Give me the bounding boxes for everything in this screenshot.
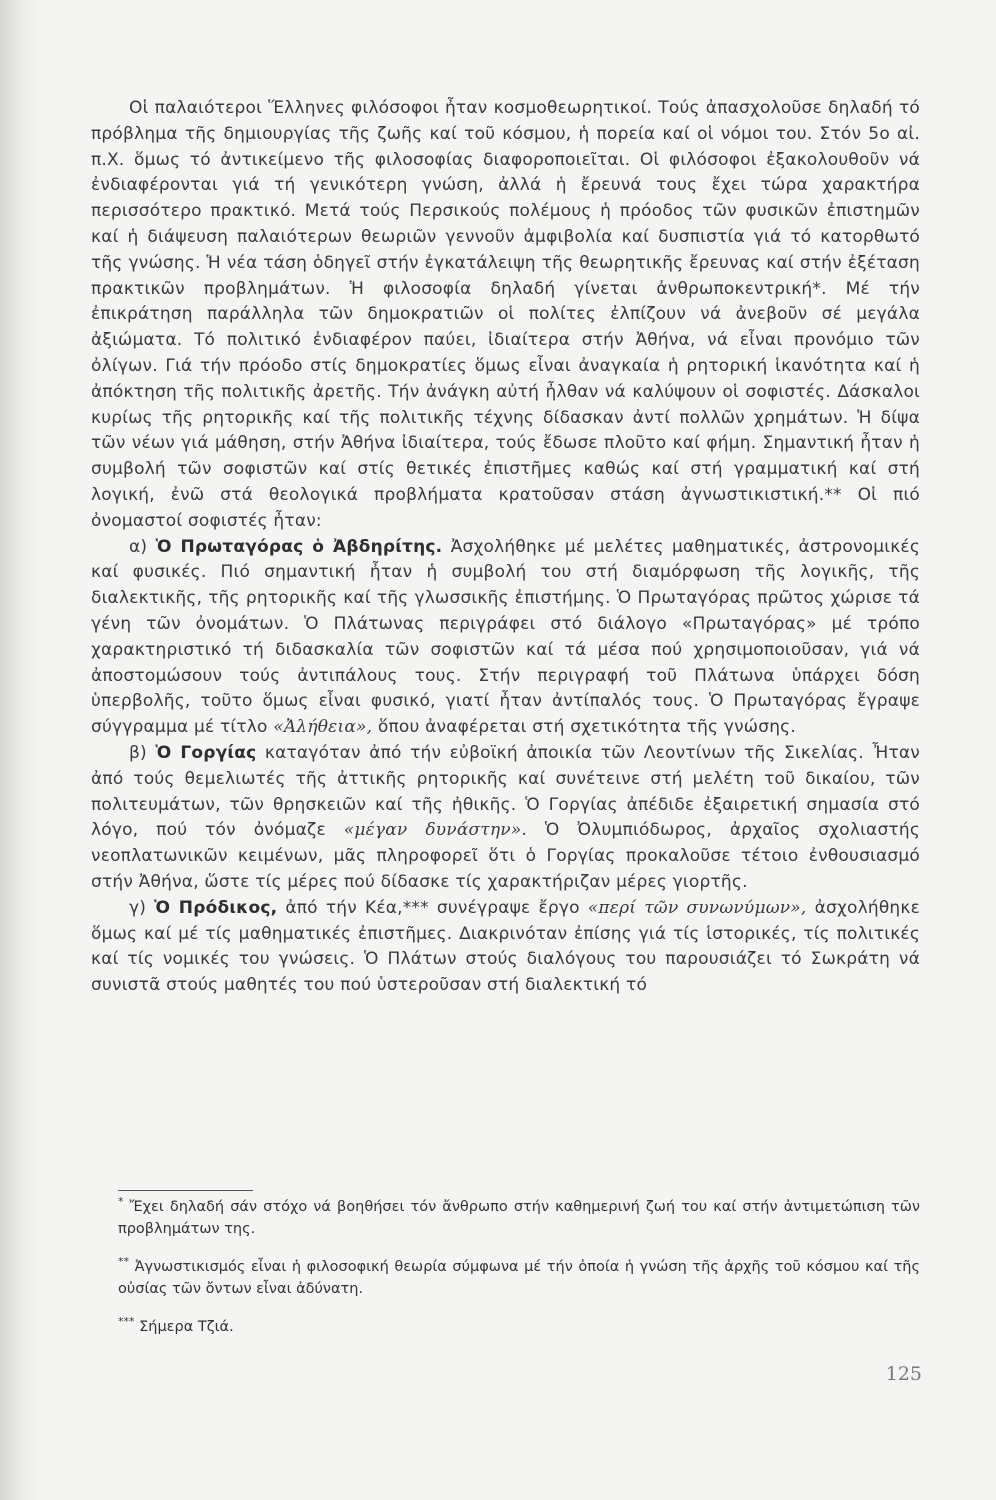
footnote-text: Σήμερα Τζιά. [139,1319,234,1335]
philosopher-name: Ὁ Πρόδικος, [154,897,278,918]
paragraph-text: καταγόταν ἀπό τήν εὐβοϊκή ἀποικία τῶν Λεοντίνων τῆς Σικελίας. Ἦταν ἀπό τούς θεμελιωτές τῆς ἀττικῆς ρητορικῆς καί συνέτεινε στή μελέτη τοῦ δικαίου, τῶν πολιτευμάτων, τῶν θρησκειῶν καί τῆς ἠθικῆς. Ὁ Γοργίας ἀπέδιδε ἐξαιρετική σημασία στό λόγο, πού τόν ὀνόμαζε [91,742,920,841]
philosopher-name: Ὁ Πρωταγόρας ὁ Ἀβδηρίτης. [155,536,443,557]
footnote-separator [118,1190,253,1191]
philosopher-name: Ὁ Γοργίας [155,742,257,763]
item-marker: α) [129,536,156,557]
paragraph-prodicus [91,896,920,999]
paragraph-text: Οἱ παλαιότεροι Ἕλληνες φιλόσοφοι ἦταν κοσμοθεωρητικοί. Τούς ἀπασχολοῦσε δηλαδή τό πρόβλημα τῆς δημιουργίας τῆς ζωῆς καί τοῦ κόσμου, ἡ πορεία καί οἱ νόμοι του. Στόν 5ο αἰ. π.Χ. ὅμως τό ἀντικείμενο τῆς φιλοσοφίας διαφοροποιεῖται. Οἱ φιλόσοφοι ἐξακολουθοῦν νά ἐνδιαφέρονται γιά τή γενικότερη γνώση, ἀλλά ἡ ἔρευνά τους ἔχει τώρα χαρακτήρα περισσότερο πρακτικό. Μετά τούς Περσικούς πολέμους ἡ πρόοδος τῶν φυσικῶν ἐπιστημῶν καί ἡ διάψευση παλαιότερων θεωριῶν γεννοῦν ἀμφιβολία καί δυσπιστία γιά τό κατορθωτό τῆς γνώσης. Ἡ νέα τάση ὁδηγεῖ στήν ἐγκατάλειψη τῆς θεωρητικῆς ἔρευνας καί στήν ἐξέταση πρακτικῶν προβλημάτων. Ἡ φιλοσοφία δηλαδή γίνεται ἀνθρωποκεντρική*. Μέ τήν ἐπικράτηση παράλληλα τῶν δημοκρατιῶν οἱ πολίτες ἐλπίζουν νά ἀνεβοῦν σέ μεγάλα ἀξιώματα. Τό πολιτικό ἐνδιαφέρον παύει, ἰδιαίτερα στήν Ἀθήνα, νά εἶναι προνόμιο τῶν ὀλίγων. Γιά τήν πρόοδο στίς δημοκρατίες ὅμως εἶναι ἀναγκαία ἡ ρητορική ἱκανότητα καί ἡ ἀπόκτηση τῆς πολιτικῆς ἀρετῆς. Τήν ἀνάγκη αὐτή ἦλθαν νά καλύψουν οἱ σοφιστές. Δάσκαλοι κυρίως τῆς ρητορικῆς καί τῆς πολιτικῆς τέχνης δίδασκαν ἀντί πολλῶν χρημάτων. Ἡ δίψα τῶν νέων γιά μάθηση, στήν Ἀθήνα ἰδιαίτερα, τούς ἔδωσε πλοῦτο καί φήμη. Σημαντική ἦταν ἡ συμβολή τῶν σοφιστῶν καί στίς θετικές ἐπιστῆμες καθώς καί στή γραμματική καί στή λογική, ἐνῶ στά θεολογικά προβλήματα κρατοῦσαν στάση ἀγνωστικιστική.** Οἱ πιό ὀνομαστοί σοφιστές ἦταν: [91,98,920,531]
footnote-mark: * [118,1195,124,1209]
footnote-3 [118,1316,920,1338]
work-title: «περί τῶν συνωνύμων», [587,897,807,918]
footnote-text: Ἔχει δηλαδή σάν στόχο νά βοηθήσει τόν ἄνθρωπο στήν καθημερινή ζωή του καί στήν ἀντιμετώπιση τῶν προβλημάτων της. [118,1199,921,1237]
paragraph-text: Ἀσχολήθηκε μέ μελέτες μαθηματικές, ἀστρονομικές καί φυσικές. Πιό σημαντική ἦταν ἡ συμβολή του στή διαμόρφωση τῆς λογικῆς, τῆς διαλεκτικῆς, τῆς ρητορικῆς καί τῆς γλωσσικῆς ἐπιστήμης. Ὁ Πρωταγόρας πρῶτος χώρισε τά γένη τῶν ὀνομάτων. Ὁ Πλάτωνας περιγράφει στό διάλογο «Πρωταγόρας» μέ τρόπο χαρακτηριστικό τή διδασκαλία τῶν σοφιστῶν καί τά μέσα πού χρησιμοποιοῦσαν, γιά νά ἀποστομώσουν τούς ἀντιπάλους τους. Στήν περιγραφή τοῦ Πλάτωνα ὑπάρχει δόση ὑπερβολῆς, τοῦτο ὅμως εἶναι φυσικό, γιατί ἦταν ἀντίπαλός τους. Ὁ Πρωταγόρας ἔγραψε σύγγραμμα μέ τίτλο [91,536,920,738]
footnote-1 [118,1196,920,1240]
paragraph-text: ὅπου ἀναφέρεται στή σχετικότητα τῆς γνώσης. [372,717,796,738]
item-marker: γ) [129,897,155,918]
paragraph-gorgias [91,741,920,896]
quoted-phrase: «μέγαν δυνάστην». [343,820,528,841]
main-text [91,96,920,999]
paragraph-intro [91,96,920,535]
footnotes [118,1196,920,1354]
paragraph-text: ἀπό τήν Κέα,*** συνέγραψε ἔργο [277,897,588,918]
work-title: «Ἀλήθεια», [273,717,373,738]
page-binding-shadow [0,0,38,1500]
paragraph-text: ἀσχολήθηκε ὅμως καί μέ τίς μαθηματικές ἐπιστῆμες. Διακρινόταν ἐπίσης γιά τίς ἱστορικές, τίς πολιτικές καί τίς νομικές του γνώσεις. Ὁ Πλάτων στούς διαλόγους του παρουσιάζει τό Σωκράτη νά συνιστᾶ στούς μαθητές του πού ὑστεροῦσαν στή διαλεκτική τό [91,897,921,996]
paragraph-text: Ὁ Ὀλυμπιόδωρος, ἀρχαῖος σχολιαστής νεοπλατωνικῶν κειμένων, μᾶς πληροφορεῖ ὅτι ὁ Γοργίας προκαλοῦσε τέτοιο ἐνθουσιασμό στήν Ἀθήνα, ὥστε τίς μέρες πού δίδασκε τίς χαρακτήριζαν μέρες γιορτῆς. [91,820,920,892]
footnote-mark: *** [118,1315,135,1329]
paragraph-protagoras [91,535,920,741]
footnote-text: Ἀγνωστικισμός εἶναι ἡ φιλοσοφική θεωρία σύμφωνα μέ τήν ὁποία ἡ γνώση τῆς ἀρχῆς τοῦ κόσμου καί τῆς οὐσίας τῶν ὄντων εἶναι ἀδύνατη. [118,1259,921,1297]
page-number: 125 [885,1363,922,1385]
item-marker: β) [129,742,156,763]
footnote-mark: ** [118,1255,129,1269]
footnote-2 [118,1256,920,1300]
